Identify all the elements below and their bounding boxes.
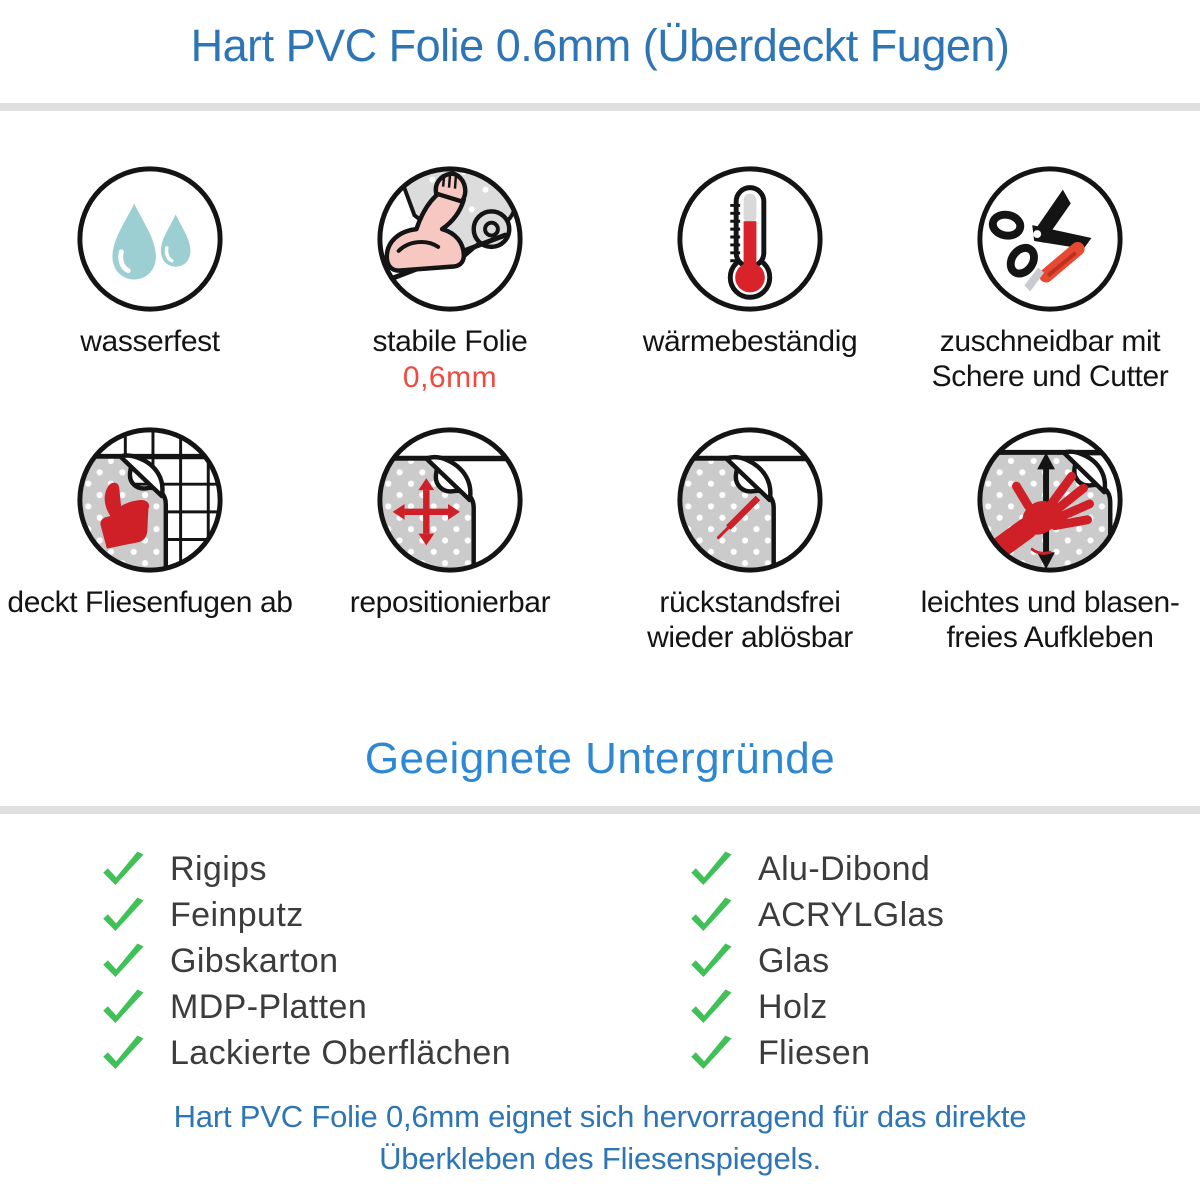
check-icon [100,850,146,888]
move-arrows-film-icon [371,421,529,579]
check-icon [688,1034,734,1072]
check-icon [688,942,734,980]
footer-note [0,1096,1200,1180]
water-drops-icon [71,160,229,318]
divider-bar-top [0,103,1200,111]
check-icon [100,942,146,980]
substrate-checklist [100,846,944,1076]
check-item-fliesen [688,1030,944,1076]
feature-label: zuschneidbar mit Schere und Cutter [931,325,1169,394]
feature-label: deckt Fliesenfugen ab [7,586,293,620]
substrate-label: ACRYLGlas [758,895,945,934]
substrate-column-left [100,846,688,1076]
feature-waermebestaendig [600,160,900,395]
divider-bar-bottom [0,806,1200,814]
check-icon [688,988,734,1026]
hand-smoothing-film-icon [971,421,1129,579]
check-item-rigips [100,846,688,892]
check-item-feinputz [100,892,688,938]
thermometer-icon [671,160,829,318]
feature-label: wasserfest [80,325,220,358]
scissors-and-cutter-icon [971,160,1129,318]
feature-label: wärmebeständig [642,325,858,358]
substrate-label: Fliesen [758,1033,871,1072]
feature-label: repositionierbar [349,586,551,620]
strong-arm-film-roll-icon [371,160,529,318]
check-icon [100,896,146,934]
thumbs-up-tile-film-icon [71,421,229,579]
footer-line-2: Überkleben des Fliesenspiegels. [379,1140,821,1176]
feature-wasserfest [0,160,300,395]
page-title: Hart PVC Folie 0.6mm (Überdeckt Fugen) [190,20,1010,71]
feature-stabile-folie [300,160,600,395]
footer-line-1: Hart PVC Folie 0,6mm eignet sich hervorragend für das direkte [173,1099,1027,1134]
substrate-label: Rigips [170,849,267,888]
feature-label: rückstandsfrei wieder ablösbar [647,586,853,655]
feature-rueckstandsfrei [600,421,900,655]
check-item-gibskarton [100,938,688,984]
check-icon [100,1034,146,1072]
substrate-label: Feinputz [170,895,304,934]
check-icon [688,850,734,888]
feature-label: leichtes und blasen- freies Aufkleben [920,586,1180,655]
substrate-label: Glas [758,941,830,980]
feature-leichtes-aufkleben [900,421,1200,655]
feature-label: stabile Folie [372,325,528,358]
substrate-label: Holz [758,987,828,1026]
feature-deckt-fliesenfugen [0,421,300,655]
check-icon [688,896,734,934]
feature-grid [0,160,1200,655]
substrate-label: Lackierte Oberflächen [170,1033,512,1072]
check-item-lackierte-oberflaechen [100,1030,688,1076]
feature-zuschneidbar [900,160,1200,395]
check-item-alu-dibond [688,846,944,892]
peel-arrow-film-icon [671,421,829,579]
check-icon [100,988,146,1026]
substrates-heading: Geeignete Untergründe [364,734,836,783]
feature-thickness: 0,6mm [402,361,498,395]
check-item-acrylglas [688,892,944,938]
substrate-label: MDP-Platten [170,987,368,1026]
substrate-label: Gibskarton [170,941,339,980]
substrate-column-right [688,846,944,1076]
substrate-label: Alu-Dibond [758,849,931,888]
check-item-holz [688,984,944,1030]
check-item-mdp-platten [100,984,688,1030]
feature-repositionierbar [300,421,600,655]
check-item-glas [688,938,944,984]
